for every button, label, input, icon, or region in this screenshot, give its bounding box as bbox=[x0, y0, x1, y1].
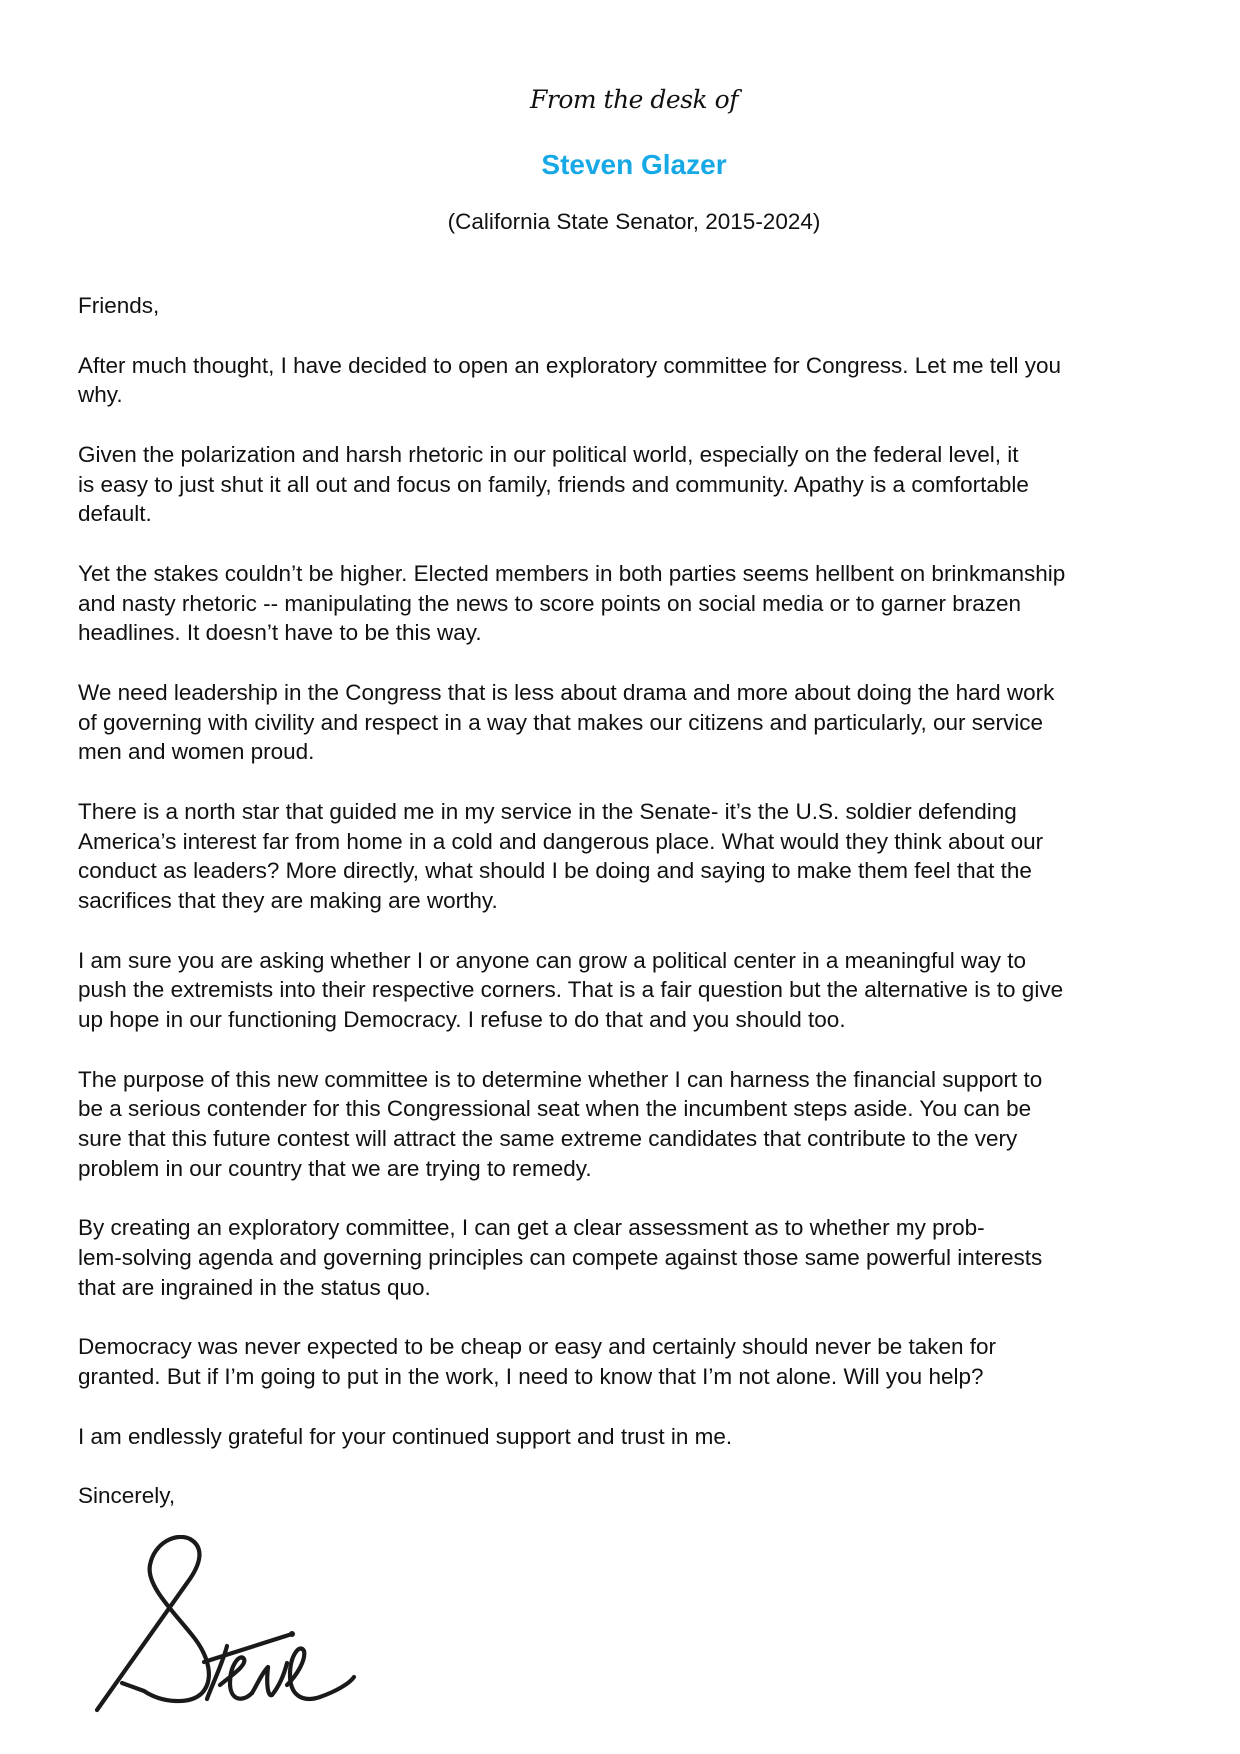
text-line: push the extremists into their respective corners. That is a fair question but the alternative is to give bbox=[78, 977, 1064, 1003]
text-line: Given the polarization and harsh rhetoric in our political world, especially on the federal level, it bbox=[78, 441, 1019, 467]
paragraph-6 bbox=[78, 946, 1190, 1035]
text-line: America’s interest far from home in a cold and dangerous place. What would they think about our bbox=[78, 828, 1044, 854]
text-line: and nasty rhetoric -- manipulating the news to score points on social media or to garner brazen bbox=[78, 590, 1022, 616]
text-line: is easy to just shut it all out and focus on family, friends and community. Apathy is a comfortable bbox=[78, 471, 1029, 497]
paragraph-8 bbox=[78, 1213, 1190, 1302]
desk-label: From the desk of bbox=[530, 85, 738, 114]
paragraph-1 bbox=[78, 351, 1190, 411]
text-line: By creating an exploratory committee, I can get a clear assessment as to whether my prob- bbox=[78, 1215, 985, 1241]
text-line: I am endlessly grateful for your continued support and trust in me. bbox=[78, 1423, 733, 1449]
paragraph-7 bbox=[78, 1065, 1190, 1184]
text-line: sure that this future contest will attract the same extreme candidates that contribute to the very bbox=[78, 1126, 1018, 1151]
letter-body bbox=[78, 291, 1190, 1541]
paragraph-5 bbox=[78, 797, 1190, 916]
paragraph-4 bbox=[78, 678, 1190, 767]
text-line: up hope in our functioning Democracy. I refuse to do that and you should too. bbox=[78, 1007, 846, 1032]
text-line: why. bbox=[78, 382, 123, 408]
sender-title: (California State Senator, 2015-2024) bbox=[447, 209, 821, 234]
paragraph-3 bbox=[78, 559, 1190, 648]
text-line: default. bbox=[78, 501, 152, 527]
closing: Sincerely, bbox=[78, 1483, 176, 1508]
text-line: of governing with civility and respect in a way that makes our citizens and particularly, our service bbox=[78, 709, 1044, 735]
text-line: sacrifices that they are making are worthy. bbox=[78, 888, 498, 913]
text-line: that are ingrained in the status quo. bbox=[78, 1274, 431, 1300]
sender-name: Steven Glazer bbox=[541, 149, 727, 180]
text-line: After much thought, I have decided to open an exploratory committee for Congress. Let me tell you bbox=[78, 352, 1062, 378]
text-line: Yet the stakes couldn’t be higher. Elected members in both parties seems hellbent on brinkmanship bbox=[78, 560, 1066, 586]
text-line: We need leadership in the Congress that is less about drama and more about doing the hard work bbox=[78, 679, 1055, 705]
text-line: lem-solving agenda and governing principles can compete against those same powerful interests bbox=[78, 1245, 1043, 1270]
text-line: granted. But if I’m going to put in the work, I need to know that I’m not alone. Will you help? bbox=[78, 1364, 984, 1389]
text-line: problem in our country that we are trying to remedy. bbox=[78, 1155, 592, 1181]
handwritten-signature-icon bbox=[92, 1535, 362, 1725]
paragraph-10 bbox=[78, 1422, 1190, 1452]
text-line: There is a north star that guided me in my service in the Senate- it’s the U.S. soldier defending bbox=[78, 798, 1017, 824]
text-line: conduct as leaders? More directly, what should I be doing and saying to make them feel that the bbox=[78, 858, 1032, 884]
text-line: be a serious contender for this Congressional seat when the incumbent steps aside. You can be bbox=[78, 1096, 1032, 1122]
salutation: Friends, bbox=[78, 293, 160, 318]
text-line: I am sure you are asking whether I or anyone can grow a political center in a meaningful way to bbox=[78, 947, 1027, 973]
text-line: The purpose of this new committee is to determine whether I can harness the financial support to bbox=[78, 1066, 1043, 1092]
text-line: Democracy was never expected to be cheap or easy and certainly should never be taken for bbox=[78, 1334, 997, 1360]
text-line: headlines. It doesn’t have to be this way. bbox=[78, 620, 482, 646]
text-line: men and women proud. bbox=[78, 739, 315, 765]
paragraph-2 bbox=[78, 440, 1190, 529]
paragraph-9 bbox=[78, 1332, 1190, 1392]
